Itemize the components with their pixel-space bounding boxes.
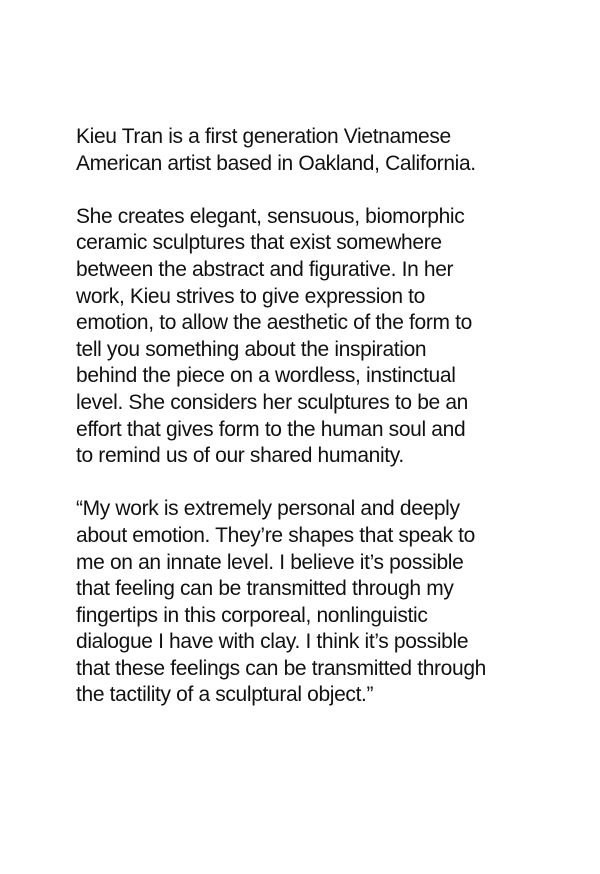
text-line: the tactility of a sculptural object.”	[76, 683, 374, 707]
text-line: emotion, to allow the aesthetic of the form to	[76, 311, 472, 335]
artist-statement	[76, 124, 546, 736]
text-line: level. She considers her sculptures to be an	[76, 390, 468, 414]
text-line: “My work is extremely personal and deeply	[76, 497, 460, 521]
text-line: ceramic sculptures that exist somewhere	[76, 231, 442, 255]
text-line: behind the piece on a wordless, instinctual	[76, 364, 456, 388]
text-line: Kieu Tran is a first generation Vietnamese	[76, 125, 451, 148]
text-line: American artist based in Oakland, California.	[76, 151, 476, 175]
text-line: dialogue I have with clay. I think it’s possible	[76, 630, 469, 654]
text-line: work, Kieu strives to give expression to	[76, 284, 425, 308]
text-line: fingertips in this corporeal, nonlinguistic	[76, 603, 428, 627]
text-line: effort that gives form to the human soul and	[76, 417, 466, 441]
text-line: tell you something about the inspiration	[76, 337, 427, 361]
text-line: She creates elegant, sensuous, biomorphic	[76, 204, 465, 228]
text-line: me on an innate level. I believe it’s possible	[76, 550, 464, 574]
text-line: that these feelings can be transmitted through	[76, 656, 487, 680]
text-line: to remind us of our shared humanity.	[76, 444, 404, 468]
text-line: about emotion. They’re shapes that speak to	[76, 523, 475, 547]
quote-paragraph	[76, 496, 546, 709]
intro-paragraph	[76, 124, 546, 177]
text-line: between the abstract and figurative. In her	[76, 257, 454, 281]
description-paragraph	[76, 204, 546, 470]
text-line: that feeling can be transmitted through my	[76, 577, 454, 601]
